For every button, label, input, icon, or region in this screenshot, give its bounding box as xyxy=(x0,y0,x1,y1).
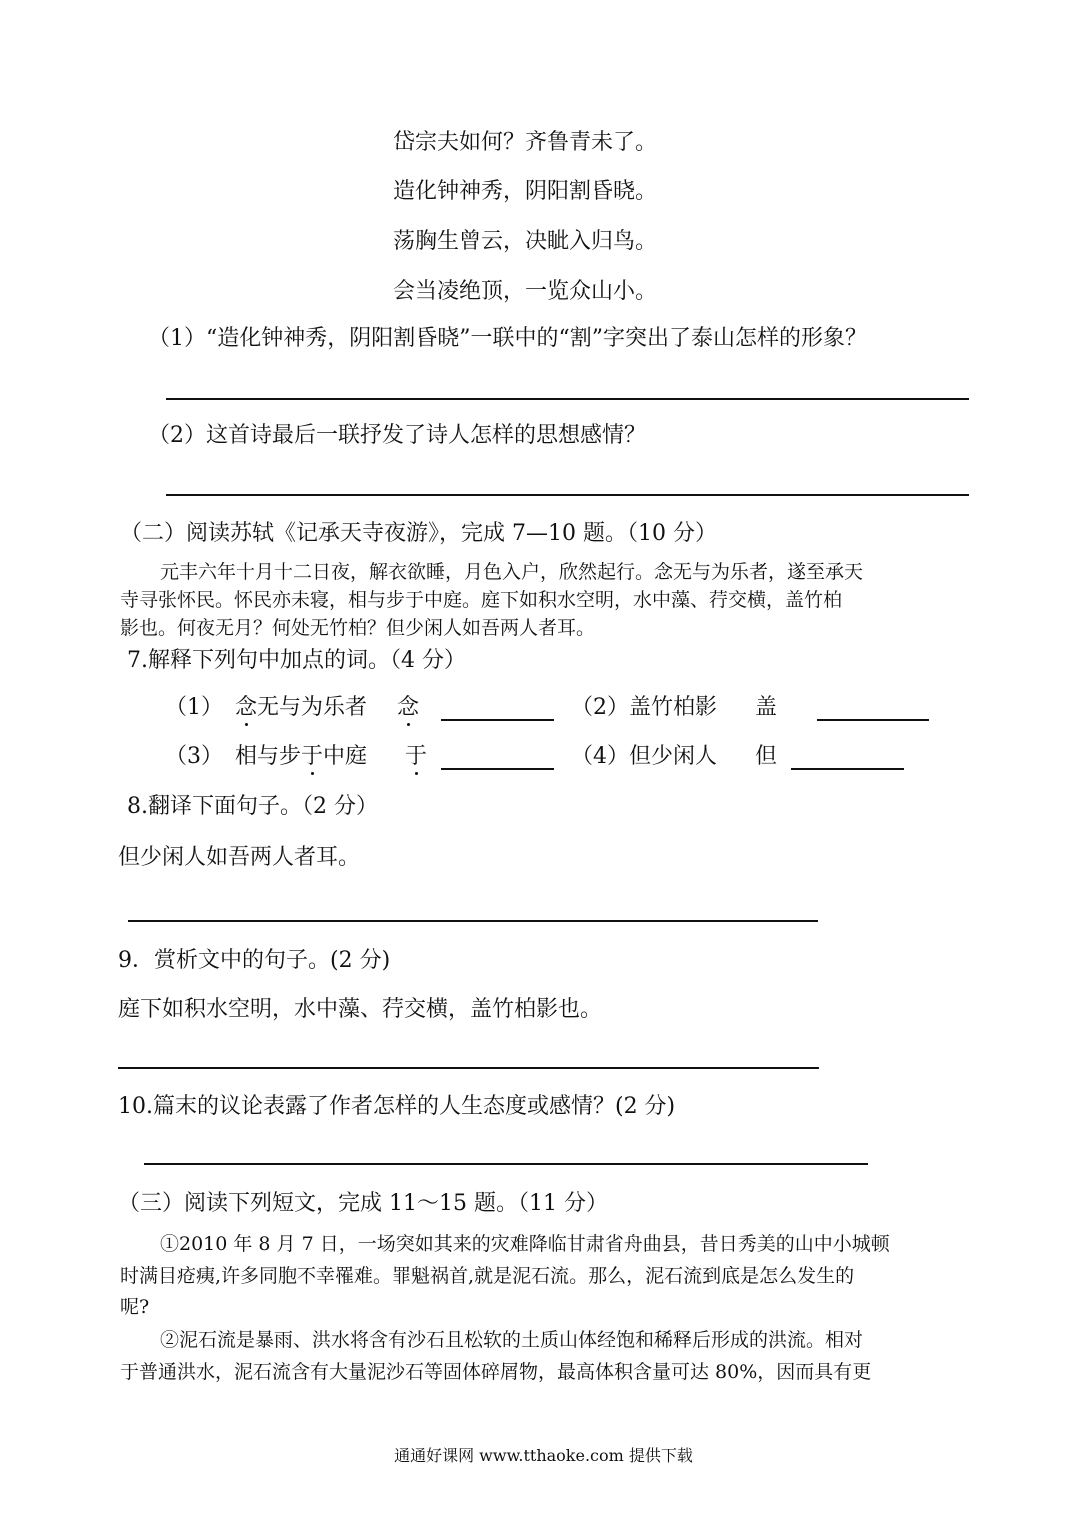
item-text: 相与步 xyxy=(235,744,302,769)
dotted-char: 于 xyxy=(301,744,324,769)
passage-line-2: 寺寻张怀民。怀民亦未寝，相与步于中庭。庭下如积水空明，水中藻、荇交横，盖竹柏 xyxy=(120,589,843,611)
target-word: 于 xyxy=(405,744,428,769)
item-text: 竹柏影 xyxy=(651,695,718,720)
q7-item-1 xyxy=(165,697,419,719)
q7-blank-1[interactable] xyxy=(441,719,554,721)
question-8: 8.翻译下面句子。（2 分） xyxy=(127,794,378,819)
answer-line[interactable] xyxy=(118,1067,819,1069)
para1-line-3: 呢? xyxy=(120,1296,150,1318)
passage-line-1: 元丰六年十月十二日夜，解衣欲睡，月色入户，欣然起行。念无与为乐者，遂至承天 xyxy=(160,561,864,583)
target-word: 念 xyxy=(397,695,420,720)
question-9: 9．赏析文中的句子。(2 分) xyxy=(118,948,391,973)
page-footer: 通通好课网 www.tthaoke.com 提供下载 xyxy=(394,1446,693,1465)
para1-line-2: 时满目疮痍,许多同胞不幸罹难。罪魁祸首,就是泥石流。那么，泥石流到底是怎么发生的 xyxy=(120,1265,855,1287)
item-number: （3） xyxy=(165,744,223,769)
para2-line-2: 于普通洪水，泥石流含有大量泥沙石等固体碎屑物，最高体积含量可达 80%，因而具有更 xyxy=(120,1361,872,1383)
poem-line-3: 荡胸生曾云，决眦入归鸟。 xyxy=(393,229,658,254)
q7-item-4 xyxy=(571,746,777,768)
poem-question-1: （1）“造化钟神秀，阴阳割昏晓”一联中的“割”字突出了泰山怎样的形象？ xyxy=(148,326,867,351)
item-number: （1） xyxy=(165,695,223,720)
answer-line[interactable] xyxy=(128,920,818,922)
poem-line-4: 会当凌绝顶，一览众山小。 xyxy=(393,279,658,304)
item-text-dot: 盖 xyxy=(629,695,652,720)
item-text: 少闲人 xyxy=(651,744,718,769)
section-2-heading: （二）阅读苏轼《记承天寺夜游》，完成 7—10 题。（10 分） xyxy=(120,521,717,546)
q9-sentence: 庭下如积水空明，水中藻、荇交横，盖竹柏影也。 xyxy=(118,997,603,1022)
poem-question-2: （2）这首诗最后一联抒发了诗人怎样的思想感情？ xyxy=(148,423,646,448)
passage-line-3: 影也。何夜无月？何处无竹柏？但少闲人如吾两人者耳。 xyxy=(120,617,596,639)
target-word: 但 xyxy=(755,744,778,769)
q7-item-3 xyxy=(165,746,427,768)
item-text: 无与为乐者 xyxy=(257,695,368,720)
para2-line-1: ②泥石流是暴雨、洪水将含有沙石且松软的土质山体经饱和稀释后形成的洪流。相对 xyxy=(160,1329,864,1351)
poem-line-1: 岱宗夫如何？齐鲁青未了。 xyxy=(393,130,658,155)
question-7: 7.解释下列句中加点的词。（4 分） xyxy=(127,648,466,673)
item-text-dot: 但 xyxy=(629,744,652,769)
answer-line[interactable] xyxy=(166,398,969,400)
poem-line-2: 造化钟神秀，阴阳割昏晓。 xyxy=(393,179,658,204)
dotted-char: 念 xyxy=(235,695,258,720)
question-10: 10.篇末的议论表露了作者怎样的人生态度或感情？(2 分) xyxy=(118,1094,676,1119)
q7-blank-2[interactable] xyxy=(817,719,929,721)
item-number: （2） xyxy=(571,695,629,720)
q7-blank-3[interactable] xyxy=(441,768,554,770)
q8-sentence: 但少闲人如吾两人者耳。 xyxy=(118,845,361,870)
q7-blank-4[interactable] xyxy=(791,768,904,770)
q7-item-2 xyxy=(571,697,777,719)
item-text: 中庭 xyxy=(323,744,368,769)
target-word: 盖 xyxy=(755,695,778,720)
item-number: （4） xyxy=(571,744,629,769)
section-3-heading: （三）阅读下列短文，完成 11～15 题。（11 分） xyxy=(118,1191,608,1216)
answer-line[interactable] xyxy=(144,1163,868,1165)
para1-line-1: ①2010 年 8 月 7 日，一场突如其来的灾难降临甘肃省舟曲县，昔日秀美的山中小城顿 xyxy=(160,1233,890,1255)
answer-line[interactable] xyxy=(166,494,969,496)
